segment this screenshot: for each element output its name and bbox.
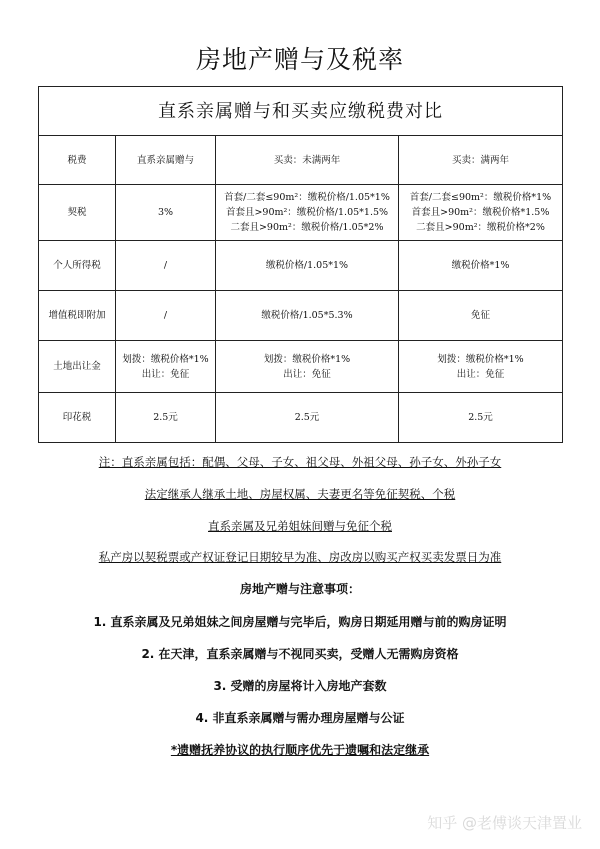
table-caption: 直系亲属赠与和买卖应缴税费对比 (39, 87, 563, 136)
cell-over-2: 划拨：缴税价格*1% 出让：免征 (399, 341, 563, 393)
table-header-row (39, 136, 563, 185)
header-sale-over-2-years: 买卖：满两年 (399, 136, 563, 185)
cell-under-2: 首套/二套≤90m²：缴税价格/1.05*1% 首套且>90m²：缴税价格/1.05*1.5% 二套且>90m²：缴税价格/1.05*2% (216, 185, 399, 241)
precautions-heading: 房地产赠与注意事项： (239, 582, 360, 596)
precaution-item-3: 3. 受赠的房屋将计入房地产套数 (213, 679, 387, 693)
footer-note: *遗赠抚养协议的执行顺序优先于遗嘱和法定继承 (170, 743, 430, 757)
cell-gift: / (116, 241, 216, 291)
row-label-vat: 增值税即附加 (39, 291, 116, 341)
row-label-stamp-duty: 印花税 (39, 393, 116, 443)
row-label-deed-tax: 契税 (39, 185, 116, 241)
cell-under-2: 划拨：缴税价格*1% 出让：免征 (216, 341, 399, 393)
cell-gift: 划拨：缴税价格*1% 出让：免征 (116, 341, 216, 393)
header-sale-under-2-years: 买卖：未满两年 (216, 136, 399, 185)
header-tax-type: 税费 (39, 136, 116, 185)
note-sibling-gift-exemption: 直系亲属及兄弟姐妹间赠与免征个税 (208, 519, 392, 533)
precaution-item-1: 1. 直系亲属及兄弟姐妹之间房屋赠与完毕后，购房日期延用赠与前的购房证明 (93, 615, 507, 629)
table-row (39, 393, 563, 443)
precaution-item-4: 4. 非直系亲属赠与需办理房屋赠与公证 (195, 711, 405, 725)
watermark: 知乎 @老傅谈天津置业 (427, 814, 582, 832)
page-title: 房地产赠与及税率 (195, 45, 404, 74)
note-inheritance-exemption: 法定继承人继承土地、房屋权属、夫妻更名等免征契税、个税 (144, 487, 456, 501)
cell-over-2: 2.5元 (399, 393, 563, 443)
cell-over-2: 首套/二套≤90m²：缴税价格*1% 首套且>90m²：缴税价格*1.5% 二套且>90m²：缴税价格*2% (399, 185, 563, 241)
cell-gift: / (116, 291, 216, 341)
precaution-item-2: 2. 在天津，直系亲属赠与不视同买卖，受赠人无需购房资格 (141, 647, 459, 661)
cell-under-2: 缴税价格/1.05*1% (216, 241, 399, 291)
table-row (39, 341, 563, 393)
table-row (39, 291, 563, 341)
table-row (39, 241, 563, 291)
cell-gift: 3% (116, 185, 216, 241)
cell-over-2: 缴税价格*1% (399, 241, 563, 291)
cell-under-2: 2.5元 (216, 393, 399, 443)
table-row (39, 185, 563, 241)
row-label-income-tax: 个人所得税 (39, 241, 116, 291)
tax-comparison-table (38, 86, 563, 443)
cell-gift: 2.5元 (116, 393, 216, 443)
note-date-basis: 私产房以契税票或产权证登记日期较早为准、房改房以购买产权买卖发票日为准 (98, 550, 502, 564)
note-direct-relatives: 注：直系亲属包括：配偶、父母、子女、祖父母、外祖父母、孙子女、外孙子女 (98, 455, 502, 469)
cell-under-2: 缴税价格/1.05*5.3% (216, 291, 399, 341)
row-label-land-fee: 土地出让金 (39, 341, 116, 393)
cell-over-2: 免征 (399, 291, 563, 341)
header-gift: 直系亲属赠与 (116, 136, 216, 185)
